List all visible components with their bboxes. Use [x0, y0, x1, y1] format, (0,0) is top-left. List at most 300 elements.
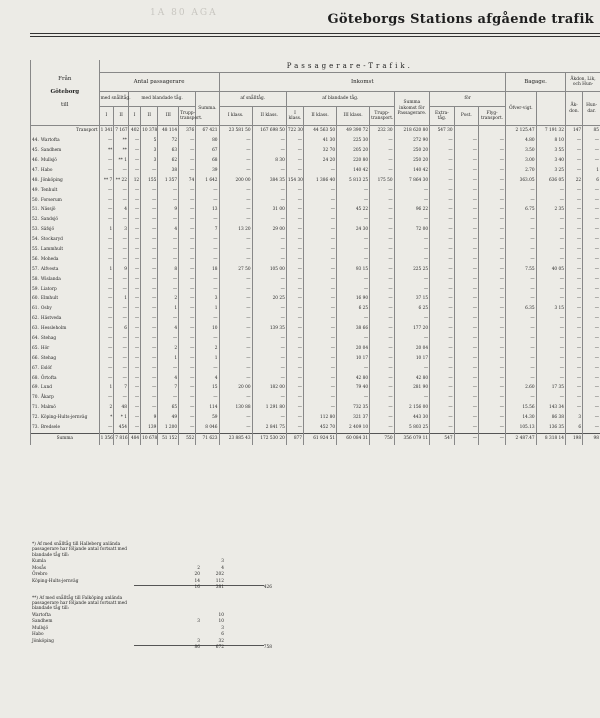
table-cell: 10 17 [394, 353, 430, 363]
table-cell: — [536, 373, 565, 383]
table-cell: — [454, 235, 478, 245]
table-cell: — [179, 393, 196, 403]
table-cell: — [219, 195, 252, 205]
station-name [31, 215, 100, 225]
table-cell: — [566, 403, 583, 413]
col-inc-I-bland: I klass. [286, 107, 303, 126]
table-cell: — [196, 284, 219, 294]
bagage-inkomst-header [536, 92, 565, 126]
ofvervigt-header: Öfver-vigt. [506, 92, 537, 126]
table-row [31, 185, 600, 195]
table-row [31, 334, 600, 344]
station-number: 69. [32, 385, 39, 391]
station-number: 67. [32, 365, 39, 371]
title-rule-2 [30, 36, 600, 37]
table-cell: — [454, 373, 478, 383]
table-cell: 7 864 30 [394, 175, 430, 185]
table-cell: 59 [196, 413, 219, 423]
table-cell: — [219, 166, 252, 176]
table-cell: — [536, 344, 565, 354]
table-cell: — [454, 314, 478, 324]
table-cell: — [141, 245, 158, 255]
table-cell: — [566, 255, 583, 265]
table-cell: 41 30 [304, 136, 337, 146]
footnote-c2: 10 [218, 619, 224, 625]
table-row [31, 314, 600, 324]
table-cell: 48 [114, 403, 129, 413]
station-name [31, 274, 100, 284]
table-cell: 93 15 [337, 264, 370, 274]
table-cell: — [128, 284, 140, 294]
table-cell: — [158, 393, 179, 403]
table-cell: — [479, 383, 506, 393]
table-cell: — [566, 334, 583, 344]
table-cell: — [430, 294, 454, 304]
station-number: 61. [32, 306, 39, 312]
table-row [31, 393, 600, 403]
station-name [31, 314, 100, 324]
station-number: 60. [32, 296, 39, 302]
table-cell: 2 [196, 344, 219, 354]
table-cell: ** 7 [99, 175, 114, 185]
table-cell: — [506, 334, 537, 344]
table-cell: 15.56 [506, 403, 537, 413]
table-cell: — [566, 146, 583, 156]
table-cell: — [370, 235, 394, 245]
station-label: Eslöf [40, 365, 52, 371]
table-cell: — [179, 245, 196, 255]
table-cell: 1 [196, 304, 219, 314]
table-cell: — [196, 245, 219, 255]
summa-inkomst-header: Summa inkomst för Passagerare. [394, 92, 430, 126]
table-cell: 3 15 [536, 304, 565, 314]
summa-cell: 547 [430, 433, 454, 445]
table-cell: — [394, 274, 430, 284]
table-row [31, 175, 600, 185]
table-cell: — [583, 423, 600, 433]
table-cell: 8 [158, 264, 179, 274]
table-cell: — [430, 175, 454, 185]
footnote-lbl: Jönköping [32, 638, 54, 644]
table-cell: — [219, 245, 252, 255]
station-name [31, 245, 100, 255]
table-cell: — [128, 423, 140, 433]
table-cell: — [286, 245, 303, 255]
table-row [31, 274, 600, 284]
table-cell: 3 [141, 156, 158, 166]
table-cell: — [583, 225, 600, 235]
table-cell: 5 [141, 136, 158, 146]
table-cell: — [506, 393, 537, 403]
table-cell: 114 [196, 403, 219, 413]
table-cell: — [370, 393, 394, 403]
table-cell: 49 [158, 413, 179, 423]
table-cell: — [99, 373, 114, 383]
table-cell: — [566, 284, 583, 294]
table-cell: — [430, 373, 454, 383]
station-number: 59. [32, 286, 39, 292]
table-cell: 31 00 [252, 205, 286, 215]
table-cell: — [219, 373, 252, 383]
table-cell: — [454, 195, 478, 205]
table-row [31, 413, 600, 423]
table-cell: 44 563 50 [304, 126, 337, 136]
table-cell: — [454, 304, 478, 314]
table-cell: — [479, 255, 506, 265]
table-cell: — [536, 334, 565, 344]
table-cell: 182 00 [252, 383, 286, 393]
table-cell: — [370, 245, 394, 255]
table-cell: — [286, 294, 303, 304]
table-cell: — [566, 235, 583, 245]
table-cell: — [536, 235, 565, 245]
table-cell: — [179, 413, 196, 423]
table-cell: — [114, 363, 129, 373]
table-cell: 1 [99, 383, 114, 393]
header-row-3 [31, 92, 600, 107]
table-cell: — [454, 363, 478, 373]
table-cell: — [566, 166, 583, 176]
table-cell: 1 [99, 225, 114, 235]
station-name [31, 146, 100, 156]
col-inc-III-bland: III klass. [337, 107, 370, 126]
footnote-lbl: Habo [32, 632, 44, 638]
table-cell: — [454, 383, 478, 393]
table-cell: 140 42 [337, 166, 370, 176]
table-cell: — [114, 215, 129, 225]
table-cell: — [430, 284, 454, 294]
table-cell: — [583, 146, 600, 156]
bagage-header: Bagage. [506, 73, 566, 92]
station-label: Forserum [40, 197, 62, 203]
table-row [31, 353, 600, 363]
table-cell: 3 [141, 146, 158, 156]
station-name [31, 175, 100, 185]
table-cell: — [286, 334, 303, 344]
table-cell: — [479, 344, 506, 354]
table-cell: — [536, 215, 565, 225]
table-cell: 2 125.47 [506, 126, 537, 136]
table-cell: * [99, 413, 114, 423]
table-cell: — [252, 314, 286, 324]
table-cell: 2 156 00 [394, 403, 430, 413]
station-name [31, 334, 100, 344]
table-cell: — [141, 403, 158, 413]
table-cell: 86 38 [536, 413, 565, 423]
table-cell: — [583, 373, 600, 383]
table-cell: ** [114, 146, 129, 156]
table-cell: — [179, 324, 196, 334]
table-cell: — [583, 245, 600, 255]
table-cell: — [141, 383, 158, 393]
table-cell: — [219, 324, 252, 334]
table-row [31, 304, 600, 314]
table-cell: — [506, 363, 537, 373]
table-row [31, 235, 600, 245]
table-cell: — [99, 136, 114, 146]
table-cell: — [179, 225, 196, 235]
table-cell: — [430, 344, 454, 354]
table-cell: — [337, 334, 370, 344]
table-cell: 452 70 [304, 423, 337, 433]
station-number: 48. [32, 177, 39, 183]
table-cell: — [454, 423, 478, 433]
station-label: Wartofta [40, 138, 60, 144]
table-cell: — [286, 146, 303, 156]
station-name [31, 423, 100, 433]
table-cell: — [583, 205, 600, 215]
table-cell: — [506, 185, 537, 195]
table-cell: — [99, 166, 114, 176]
table-cell: ** [114, 136, 129, 146]
table-cell: — [370, 264, 394, 274]
table-cell: 4.80 [506, 136, 537, 146]
table-cell: — [304, 393, 337, 403]
table-cell: — [286, 166, 303, 176]
table-cell: — [506, 284, 537, 294]
table-cell: — [583, 344, 600, 354]
summa-cell: 877 [286, 433, 303, 445]
table-cell: — [219, 413, 252, 423]
station-number: 56. [32, 256, 39, 262]
table-cell: — [286, 136, 303, 146]
table-row [31, 126, 600, 136]
station-number: 65. [32, 345, 39, 351]
table-cell: — [430, 215, 454, 225]
summa-cell: — [454, 433, 478, 445]
table-cell: — [128, 235, 140, 245]
table-row [31, 363, 600, 373]
summa-cell: 61 924 51 [304, 433, 337, 445]
table-cell: — [99, 215, 114, 225]
table-cell: 9 [141, 413, 158, 423]
table-cell: — [286, 284, 303, 294]
table-cell: — [337, 274, 370, 284]
af-snalltag-header: af snålltåg. [219, 92, 286, 107]
table-cell: — [370, 314, 394, 324]
table-cell: — [304, 304, 337, 314]
footnote-c3: 426 [263, 585, 272, 591]
table-cell: — [141, 344, 158, 354]
table-cell: — [506, 324, 537, 334]
table-cell: — [219, 393, 252, 403]
footnote-c2: 6 [221, 632, 224, 638]
table-cell: — [252, 215, 286, 225]
table-cell: — [479, 146, 506, 156]
table-cell: — [430, 314, 454, 324]
table-cell: 6 25 [337, 304, 370, 314]
table-cell: — [583, 334, 600, 344]
station-number: 50. [32, 197, 39, 203]
table-cell: — [114, 304, 129, 314]
table-cell: — [252, 373, 286, 383]
table-cell: 175 50 [370, 175, 394, 185]
table-cell: 3 55 [536, 146, 565, 156]
table-cell: — [128, 146, 140, 156]
table-cell: — [304, 294, 337, 304]
table-cell: — [304, 185, 337, 195]
table-cell: — [128, 274, 140, 284]
table-cell: — [179, 353, 196, 363]
table-cell [479, 126, 506, 136]
table-cell: — [583, 215, 600, 225]
table-cell: — [219, 344, 252, 354]
table-cell: — [179, 255, 196, 265]
station-number: 73. [32, 424, 39, 430]
table-cell: 2 [158, 294, 179, 304]
table-cell: 7 [196, 225, 219, 235]
table-cell: — [179, 383, 196, 393]
table-cell: 42 80 [394, 373, 430, 383]
table-cell: — [337, 314, 370, 324]
station-label: Lammhult [40, 246, 64, 252]
table-cell: ** [99, 146, 114, 156]
table-cell: — [454, 146, 478, 156]
table-cell: — [370, 304, 394, 314]
table-cell: — [219, 185, 252, 195]
table-cell: — [219, 294, 252, 304]
table-cell: — [114, 314, 129, 324]
table-cell: — [566, 245, 583, 255]
table-cell: — [370, 205, 394, 215]
table-cell: 1 200 [158, 423, 179, 433]
table-cell: — [286, 235, 303, 245]
hundar-col-header: Hun-dar. [583, 92, 600, 126]
table-cell: — [141, 225, 158, 235]
table-cell: 14.30 [506, 413, 537, 423]
table-cell: — [286, 264, 303, 274]
table-cell: — [479, 373, 506, 383]
table-cell: — [394, 363, 430, 373]
table-cell: — [304, 245, 337, 255]
station-number: 45. [32, 148, 39, 154]
table-cell: — [179, 146, 196, 156]
table-cell: — [479, 175, 506, 185]
table-cell: — [454, 294, 478, 304]
table-cell: — [219, 423, 252, 433]
table-cell: — [370, 373, 394, 383]
table-cell: — [179, 334, 196, 344]
table-cell: — [114, 353, 129, 363]
table-cell: — [128, 363, 140, 373]
table-cell: 20 25 [252, 294, 286, 304]
table-cell: 27 50 [219, 264, 252, 274]
table-cell: — [158, 245, 179, 255]
table-cell: 20 04 [337, 344, 370, 354]
table-cell: — [370, 274, 394, 284]
table-cell: — [566, 205, 583, 215]
table-cell: 72 00 [394, 225, 430, 235]
table-cell: — [99, 195, 114, 205]
table-cell: 62 [158, 156, 179, 166]
table-cell: — [99, 205, 114, 215]
table-cell: — [506, 314, 537, 324]
table-cell: 1 291 80 [252, 403, 286, 413]
table-cell: — [583, 274, 600, 284]
table-cell: — [252, 166, 286, 176]
table-cell: — [566, 215, 583, 225]
table-cell: — [196, 334, 219, 344]
table-cell: — [179, 195, 196, 205]
table-cell: — [196, 274, 219, 284]
table-cell: — [394, 245, 430, 255]
table-cell: — [394, 314, 430, 324]
table-cell: 2.60 [506, 383, 537, 393]
table-cell: — [286, 383, 303, 393]
table-cell: — [219, 353, 252, 363]
table-cell: — [337, 255, 370, 265]
table-cell: — [179, 274, 196, 284]
table-cell: — [128, 334, 140, 344]
table-cell: — [304, 353, 337, 363]
table-cell: 79 40 [337, 383, 370, 393]
table-cell: — [536, 314, 565, 324]
table-cell: — [99, 274, 114, 284]
table-cell: — [370, 344, 394, 354]
table-cell: — [337, 185, 370, 195]
table-cell: — [179, 235, 196, 245]
table-cell: 72 [158, 136, 179, 146]
table-cell: — [583, 304, 600, 314]
antal-header: Antal passagerare [99, 73, 219, 92]
footnote-c2: 4 [221, 565, 224, 571]
table-cell: 218 620 80 [394, 126, 430, 136]
table-cell: — [394, 393, 430, 403]
table-cell: 67 [196, 146, 219, 156]
table-cell: — [566, 156, 583, 166]
footnote-lbl: Sandhem [32, 619, 53, 625]
footnote-text: *) Af med snålltåg till Halleberg anlända passagerare har följande antal fortsatt med blandade tåg till: [32, 542, 128, 558]
table-cell: — [370, 363, 394, 373]
table-cell: — [454, 353, 478, 363]
table-cell: — [454, 205, 478, 215]
table-cell: — [337, 245, 370, 255]
table-cell: — [454, 166, 478, 176]
summa-cell: 172 530 20 [252, 433, 286, 445]
table-cell: 636 05 [536, 175, 565, 185]
table-cell: — [179, 284, 196, 294]
footnote-text: **) Af med snålltåg till Falköping anlända passagerare har följande antal fortsatt med blandade tåg till: [32, 595, 128, 612]
table-cell: — [479, 166, 506, 176]
table-cell: — [304, 383, 337, 393]
table-cell: 136 35 [536, 423, 565, 433]
footnote-c2: 3 [221, 625, 224, 631]
table-cell: — [252, 235, 286, 245]
table-cell: — [566, 353, 583, 363]
table-cell: — [430, 403, 454, 413]
table-cell: — [141, 274, 158, 284]
table-cell: — [454, 185, 478, 195]
station-name [31, 413, 100, 423]
table-cell: 6 [114, 324, 129, 334]
table-cell: — [583, 403, 600, 413]
table-cell: — [479, 225, 506, 235]
table-cell: — [394, 215, 430, 225]
table-cell: 281 90 [394, 383, 430, 393]
table-cell: ** 22 [114, 175, 129, 185]
table-cell: — [179, 304, 196, 314]
summa-cell: 7 816 [114, 433, 129, 445]
footnote-c3: 758 [263, 645, 272, 651]
table-cell: — [479, 284, 506, 294]
col-trupp: Trupp-transport. [179, 107, 196, 126]
table-cell: 10 [196, 324, 219, 334]
table-cell: — [219, 156, 252, 166]
table-cell: — [479, 393, 506, 403]
table-cell: — [430, 393, 454, 403]
table-cell: — [252, 344, 286, 354]
table-cell: — [286, 195, 303, 205]
